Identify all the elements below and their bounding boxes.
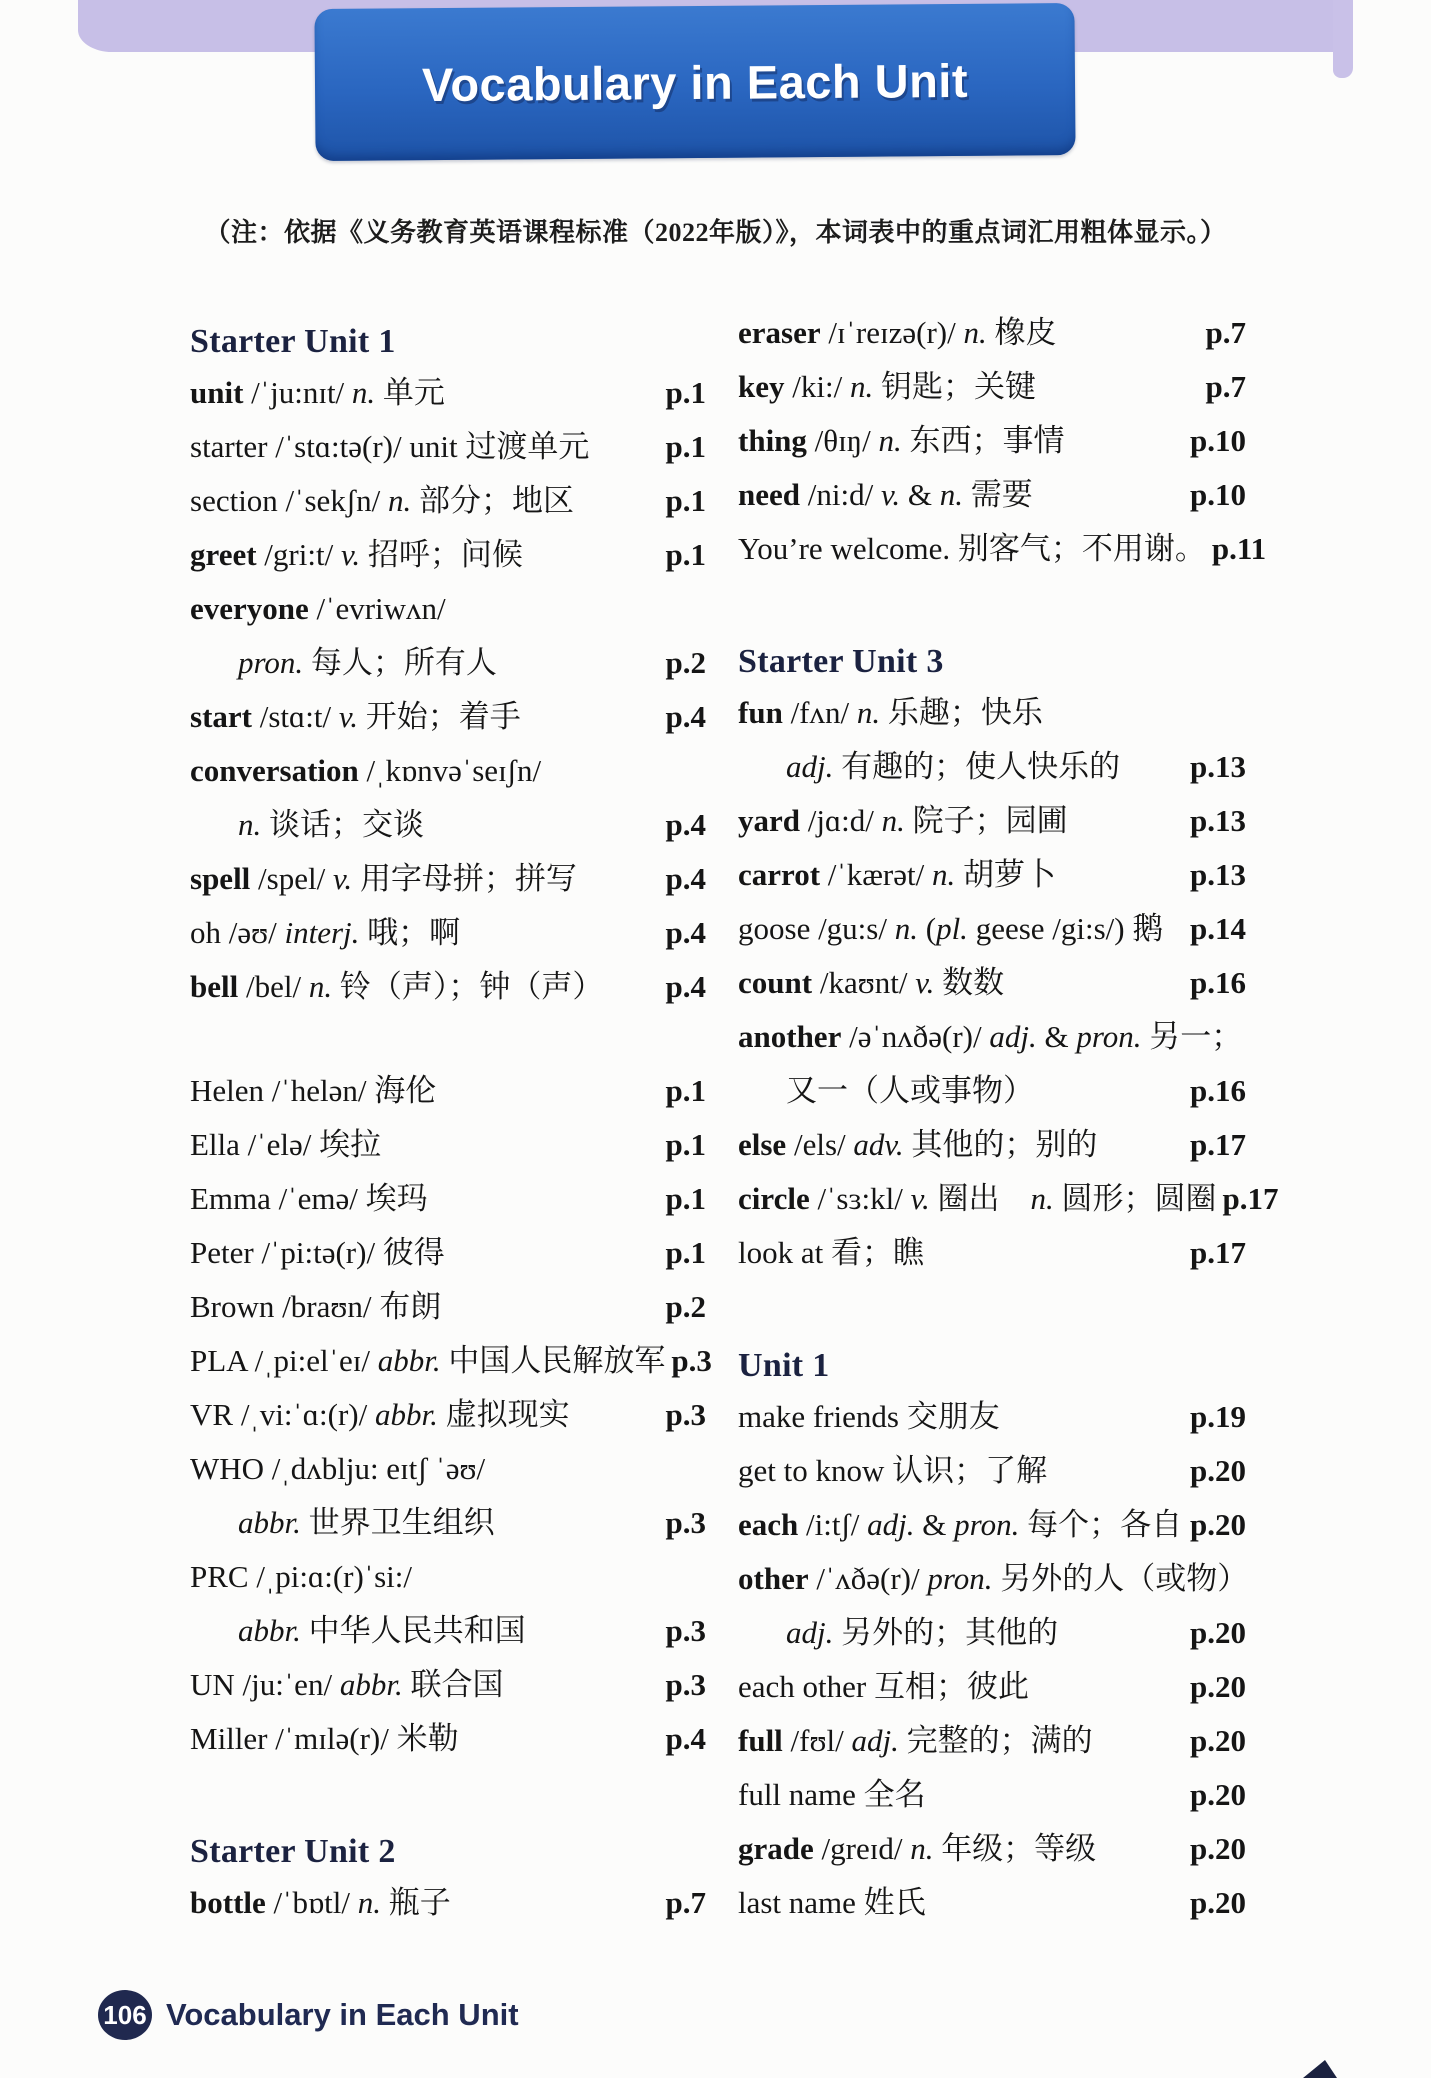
vocab-entry — [190, 1280, 706, 1334]
page-ref: p.4 — [665, 807, 706, 842]
entry-text: greet /gri:t/ v. 招呼；问候 — [190, 537, 523, 572]
vocab-entry — [190, 1334, 712, 1388]
page-ref: p.1 — [665, 375, 706, 410]
vocab-entry — [190, 690, 706, 744]
vocab-entry — [190, 474, 706, 528]
footer-title: Vocabulary in Each Unit — [166, 1997, 519, 2032]
vocab-entry — [190, 366, 706, 420]
vocab-entry — [738, 360, 1246, 414]
entry-text: starter /ˈstɑ:tə(r)/ unit 过渡单元 — [190, 429, 590, 464]
page-ref: p.14 — [1190, 911, 1246, 946]
page-ref: p.4 — [665, 969, 706, 1004]
entry-text: section /ˈsekʃn/ n. 部分；地区 — [190, 483, 575, 518]
vocab-entry — [738, 1118, 1246, 1172]
vocab-entry — [738, 522, 1267, 576]
page-ref: p.2 — [665, 645, 706, 680]
vocab-entry — [738, 1714, 1246, 1768]
section-heading: Unit 1 — [738, 1347, 830, 1384]
page-ref: p.19 — [1190, 1399, 1246, 1434]
vocab-entry — [738, 1498, 1246, 1552]
page-footer — [98, 1990, 519, 2040]
entry-text: spell /spel/ v. 用字母拼；拼写 — [190, 861, 577, 896]
page-ref: p.17 — [1222, 1181, 1279, 1216]
entry-text: conversation /ˌkɒnvəˈseɪʃn/ — [190, 753, 542, 788]
vocab-entry — [738, 1390, 1246, 1444]
page-ref: p.1 — [665, 1235, 706, 1270]
vocab-entry — [738, 1822, 1246, 1876]
page-ref: p.7 — [1205, 315, 1246, 350]
entry-text: Peter /ˈpi:tə(r)/ 彼得 — [190, 1235, 445, 1270]
page-ref: p.3 — [665, 1613, 706, 1648]
vocab-column-right — [738, 306, 1279, 1930]
page-ref: p.11 — [1211, 531, 1267, 566]
vocab-entry — [738, 956, 1246, 1010]
vocab-entry — [738, 686, 1246, 740]
group-gap — [190, 1014, 706, 1064]
page-ref: p.20 — [1190, 1507, 1246, 1542]
entry-text: carrot /ˈkærət/ n. 胡萝卜 — [738, 857, 1056, 892]
entry-text: eraser /ɪˈreɪzə(r)/ n. 橡皮 — [738, 315, 1057, 350]
entry-text: make friends 交朋友 — [738, 1399, 1000, 1434]
vocab-entry — [738, 1876, 1246, 1930]
vocab-entry — [738, 1010, 1246, 1064]
page-ref: p.3 — [665, 1667, 706, 1702]
page-title: Vocabulary in Each Unit — [421, 53, 969, 111]
page-ref: p.20 — [1190, 1669, 1246, 1704]
vocab-column-left — [190, 306, 712, 1930]
entry-text: oh /əʊ/ interj. 哦；啊 — [190, 915, 461, 950]
vocab-entry — [190, 1550, 706, 1604]
entry-text: yard /jɑ:d/ n. 院子；园圃 — [738, 803, 1068, 838]
page-ref: p.7 — [665, 1885, 706, 1920]
page-ref: p.13 — [1190, 803, 1246, 838]
vocab-entry — [738, 902, 1246, 956]
entry-text: another /əˈnʌðə(r)/ adj. & pron. 另一； — [738, 1019, 1243, 1054]
page-ref: p.1 — [665, 429, 706, 464]
page-ref: p.20 — [1190, 1885, 1246, 1920]
vocab-entry — [190, 744, 706, 798]
vocab-entry — [190, 1388, 706, 1442]
page-ref: p.4 — [665, 915, 706, 950]
entry-text: adj. 有趣的；使人快乐的 — [786, 749, 1121, 784]
vocab-entry — [738, 468, 1246, 522]
vocab-entry — [190, 1604, 706, 1658]
entry-text: Emma /ˈemə/ 埃玛 — [190, 1181, 428, 1216]
vocab-entry — [738, 1660, 1246, 1714]
page-number-badge: 106 — [98, 1990, 152, 2040]
entry-text: thing /θɪŋ/ n. 东西；事情 — [738, 423, 1065, 458]
page-ref: p.20 — [1190, 1777, 1246, 1812]
vocab-entry — [738, 1552, 1249, 1606]
page-ref: p.2 — [665, 1289, 706, 1324]
vocab-entry — [738, 1064, 1246, 1118]
header-banner — [314, 3, 1075, 161]
lavender-top-band-tab — [1333, 0, 1353, 78]
vocab-entry — [738, 1444, 1246, 1498]
group-gap — [190, 1766, 706, 1816]
vocab-entry — [190, 1064, 706, 1118]
note-line: （注：依据《义务教育英语课程标准（2022年版）》，本词表中的重点词汇用粗体显示。） — [204, 218, 1227, 247]
page-ref: p.1 — [665, 1127, 706, 1162]
vocab-entry — [190, 528, 706, 582]
entry-text: each other 互相；彼此 — [738, 1669, 1029, 1704]
page-ref: p.4 — [665, 861, 706, 896]
page-ref: p.4 — [665, 699, 706, 734]
vocab-entry — [190, 798, 706, 852]
vocab-entry — [190, 420, 706, 474]
vocab-entry — [190, 906, 706, 960]
entry-text: unit /ˈju:nɪt/ n. 单元 — [190, 375, 445, 410]
vocab-entry — [738, 1172, 1279, 1226]
vocab-entry — [190, 852, 706, 906]
page-ref: p.10 — [1190, 423, 1246, 458]
entry-text: each /i:tʃ/ adj. & pron. 每个；各自 — [738, 1507, 1183, 1542]
entry-text: PRC /ˌpi:ɑ:(r)ˈsi:/ — [190, 1559, 413, 1594]
entry-text: You’re welcome. 别客气；不用谢。 — [738, 531, 1206, 566]
page-ref: p.16 — [1190, 965, 1246, 1000]
entry-text: bell /bel/ n. 铃（声）；钟（声） — [190, 969, 604, 1004]
page-ref: p.3 — [665, 1505, 706, 1540]
entry-text: Helen /ˈhelən/ 海伦 — [190, 1073, 437, 1108]
vocab-entry — [738, 848, 1246, 902]
page-ref: p.16 — [1190, 1073, 1246, 1108]
section-heading: Starter Unit 3 — [738, 643, 944, 680]
entry-text: 又一（人或事物） — [786, 1073, 1034, 1108]
vocab-entry — [190, 582, 706, 636]
vocab-entry — [738, 740, 1246, 794]
entry-text: n. 谈话；交谈 — [238, 807, 424, 842]
page-ref: p.17 — [1190, 1235, 1246, 1270]
page-ref: p.4 — [665, 1721, 706, 1756]
entry-text: VR /ˌvi:ˈɑ:(r)/ abbr. 虚拟现实 — [190, 1397, 570, 1432]
vocab-entry — [190, 1172, 706, 1226]
vocab-entry — [190, 1876, 706, 1930]
entry-text: count /kaʊnt/ v. 数数 — [738, 965, 1005, 1000]
page-ref: p.20 — [1190, 1453, 1246, 1488]
entry-text: adj. 另外的；其他的 — [786, 1615, 1059, 1650]
page-ref: p.13 — [1190, 749, 1246, 784]
vocab-entry — [738, 306, 1246, 360]
entry-text: goose /gu:s/ n. (pl. geese /gi:s/) 鹅 — [738, 911, 1164, 946]
vocab-entry — [190, 1712, 706, 1766]
section-heading: Starter Unit 2 — [190, 1833, 396, 1870]
page-ref: p.1 — [665, 483, 706, 518]
entry-text: abbr. 中华人民共和国 — [238, 1613, 526, 1648]
page-ref: p.1 — [665, 537, 706, 572]
entry-text: last name 姓氏 — [738, 1885, 926, 1920]
entry-text: key /ki:/ n. 钥匙；关键 — [738, 369, 1036, 404]
entry-text: circle /ˈsɜ:kl/ v. 圈出 n. 圆形；圆圈 — [738, 1181, 1217, 1216]
entry-text: Ella /ˈelə/ 埃拉 — [190, 1127, 382, 1162]
page-ref: p.1 — [665, 1181, 706, 1216]
vocab-entry — [190, 1496, 706, 1550]
entry-text: fun /fʌn/ n. 乐趣；快乐 — [738, 695, 1043, 730]
page-ref: p.20 — [1190, 1615, 1246, 1650]
vocab-entry — [190, 1658, 706, 1712]
vocab-entry — [738, 1768, 1246, 1822]
section-heading: Starter Unit 1 — [190, 323, 396, 360]
entry-text: grade /greɪd/ n. 年级；等级 — [738, 1831, 1097, 1866]
vocab-entry — [738, 794, 1246, 848]
page-ref: p.7 — [1205, 369, 1246, 404]
entry-text: start /stɑ:t/ v. 开始；着手 — [190, 699, 521, 734]
entry-text: else /els/ adv. 其他的；别的 — [738, 1127, 1098, 1162]
entry-text: other /ˈʌðə(r)/ pron. 另外的人（或物） — [738, 1561, 1249, 1596]
entry-text: UN /ju:ˈen/ abbr. 联合国 — [190, 1667, 504, 1702]
vocab-entry — [190, 1118, 706, 1172]
vocab-entry — [738, 1606, 1246, 1660]
entry-text: full name 全名 — [738, 1777, 926, 1812]
page-ref: p.13 — [1190, 857, 1246, 892]
vocab-entry — [190, 636, 706, 690]
entry-text: look at 看；瞧 — [738, 1235, 924, 1270]
entry-text: full /fʊl/ adj. 完整的；满的 — [738, 1723, 1093, 1758]
group-gap — [738, 576, 1246, 626]
entry-text: Brown /braʊn/ 布朗 — [190, 1289, 442, 1324]
entry-text: Miller /ˈmɪlə(r)/ 米勒 — [190, 1721, 459, 1756]
group-gap — [738, 1280, 1246, 1330]
entry-text: need /ni:d/ v. & n. 需要 — [738, 477, 1033, 512]
page-ref: p.10 — [1190, 477, 1246, 512]
entry-text: everyone /ˈevriwʌn/ — [190, 591, 446, 626]
entry-text: abbr. 世界卫生组织 — [238, 1505, 495, 1540]
entry-text: bottle /ˈbɒtl/ n. 瓶子 — [190, 1885, 451, 1920]
vocab-entry — [190, 960, 706, 1014]
vocab-entry — [190, 1442, 706, 1496]
corner-mark — [1303, 2060, 1337, 2078]
page-ref: p.1 — [665, 1073, 706, 1108]
vocab-entry — [190, 1226, 706, 1280]
page-ref: p.20 — [1190, 1831, 1246, 1866]
entry-text: pron. 每人；所有人 — [238, 645, 497, 680]
page-ref: p.3 — [671, 1343, 712, 1378]
entry-text: WHO /ˌdʌblju: eɪtʃ ˈəʊ/ — [190, 1451, 486, 1486]
entry-text: get to know 认识；了解 — [738, 1453, 1048, 1488]
page-ref: p.17 — [1190, 1127, 1246, 1162]
vocab-entry — [738, 1226, 1246, 1280]
page-ref: p.3 — [665, 1397, 706, 1432]
page-ref: p.20 — [1190, 1723, 1246, 1758]
entry-text: PLA /ˌpi:elˈeɪ/ abbr. 中国人民解放军 — [190, 1343, 666, 1378]
vocab-entry — [738, 414, 1246, 468]
